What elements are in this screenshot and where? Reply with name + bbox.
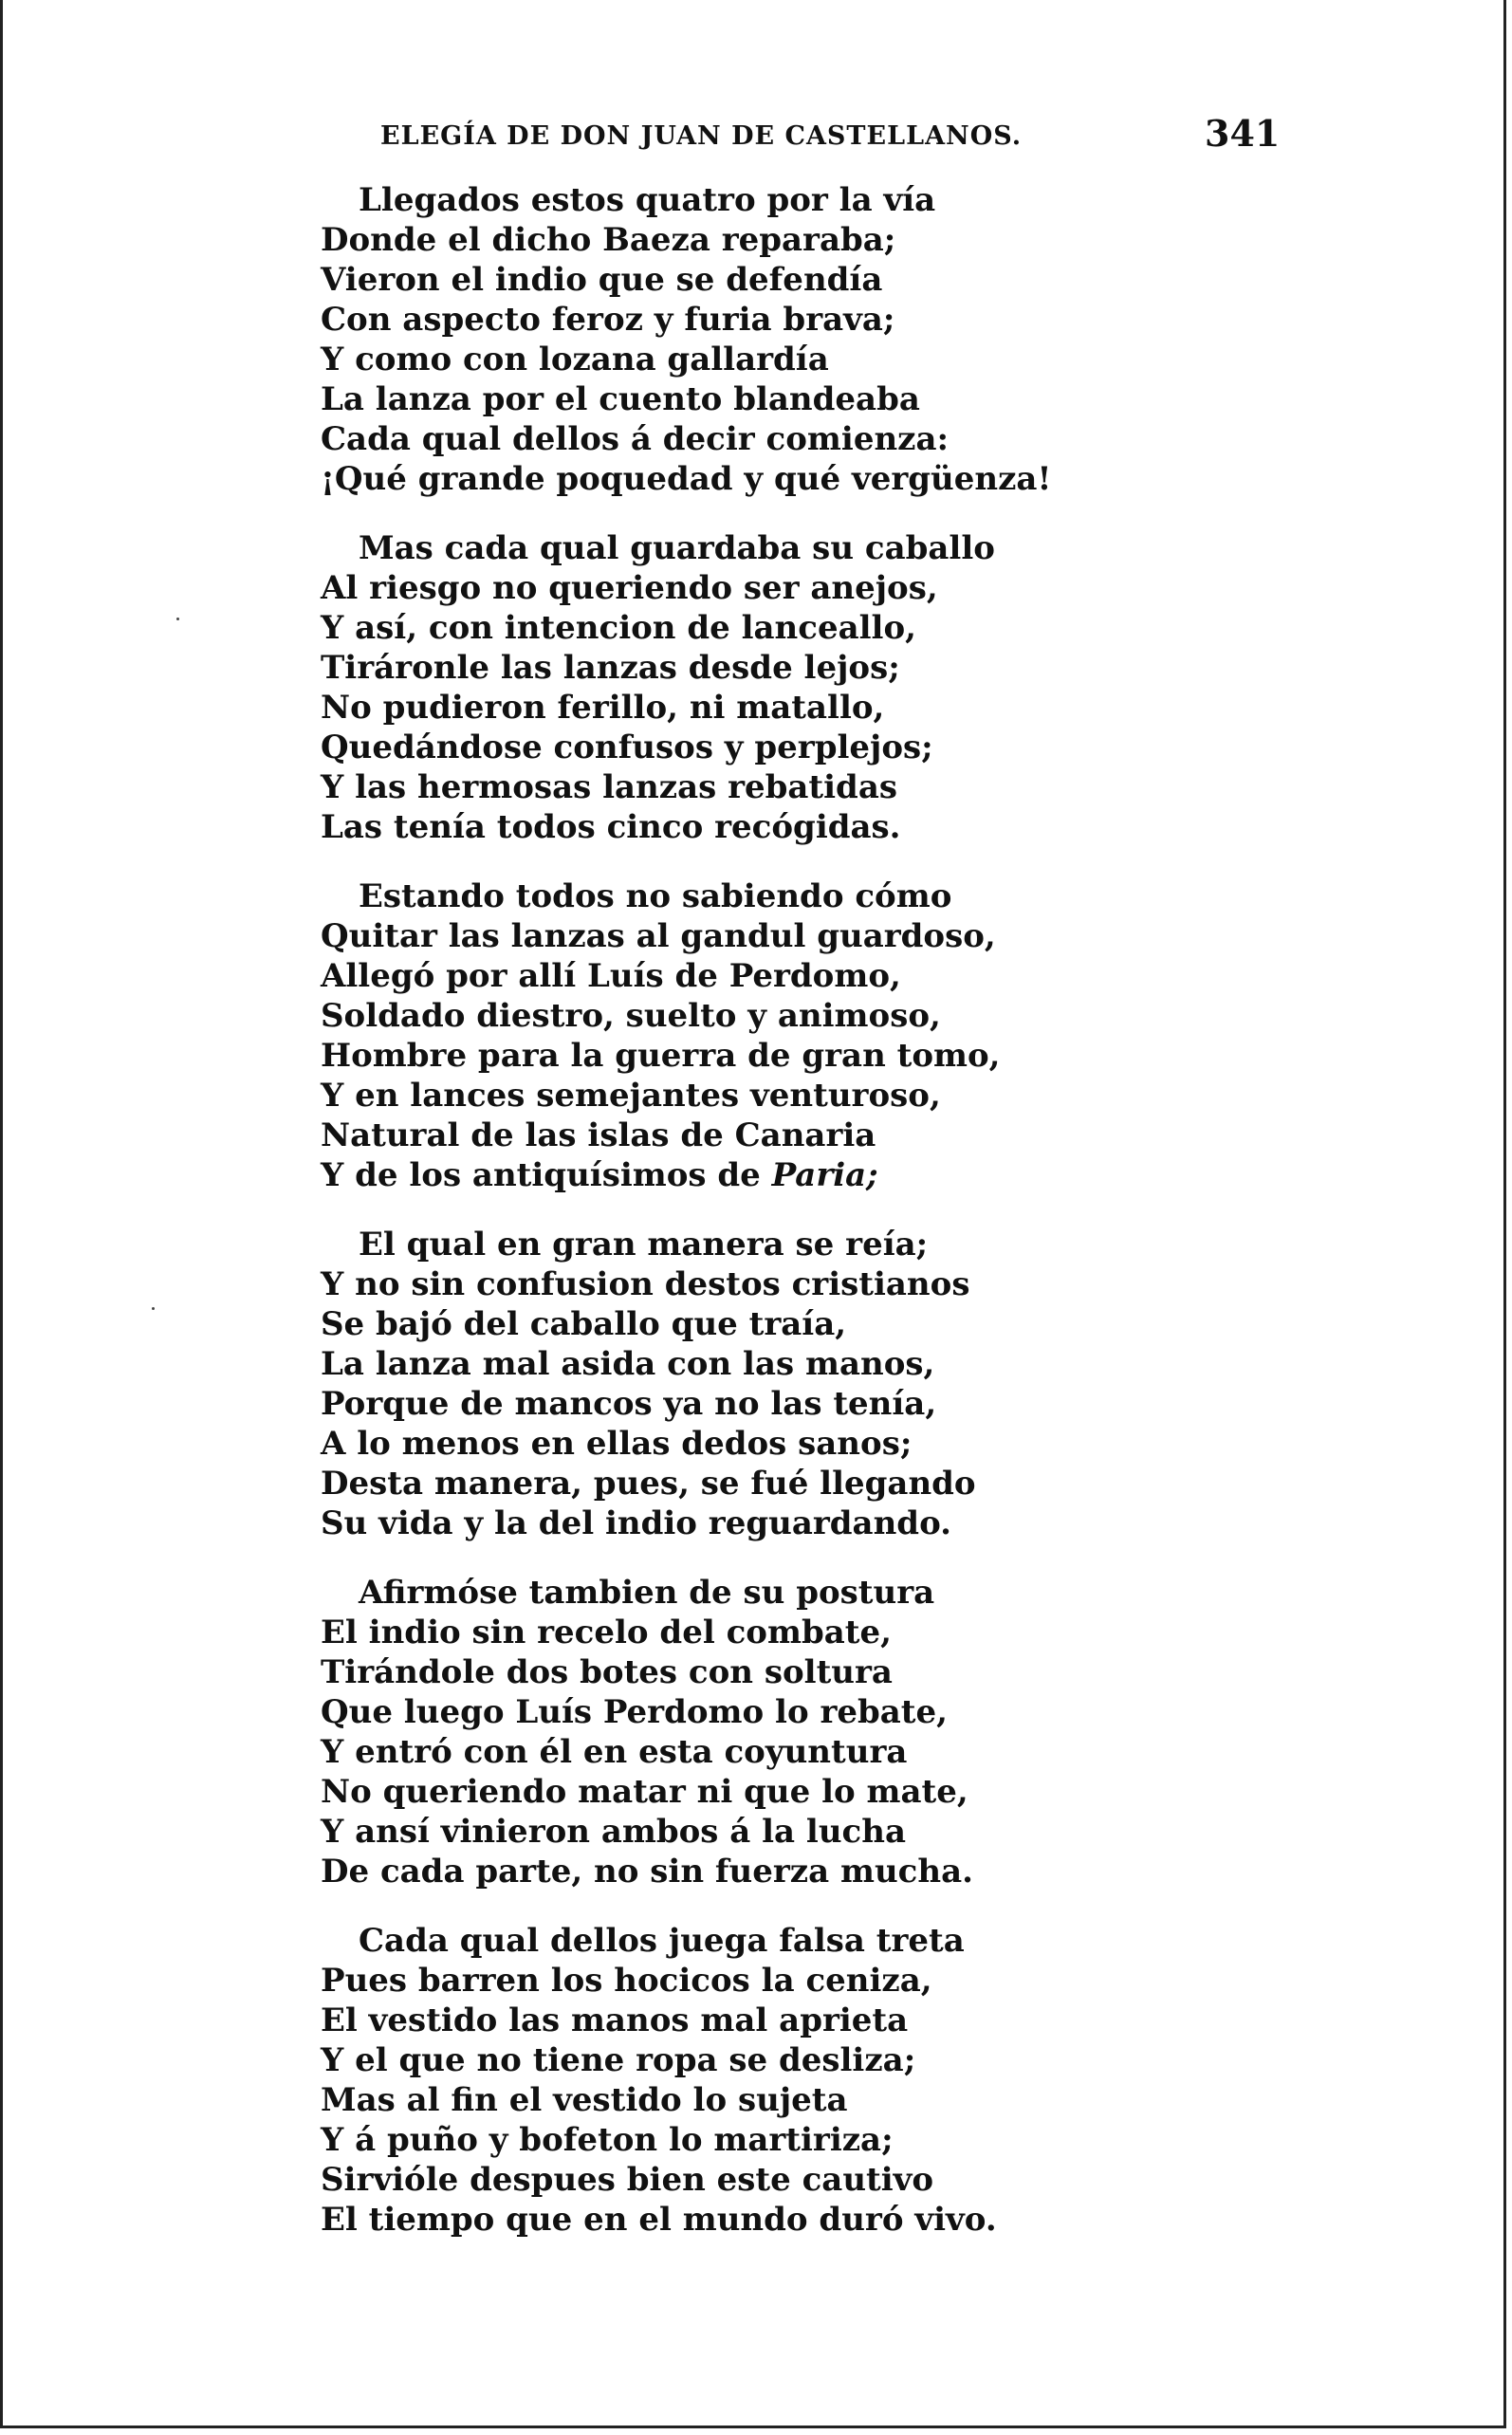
stanza-6 (321, 1921, 1051, 2240)
verse-line: No pudieron ferillo, ni matallo, (321, 689, 885, 727)
verse-line: Cada qual dellos juega falsa treta (359, 1922, 965, 1960)
verse-line: Estando todos no sabiendo cómo (359, 877, 952, 915)
verse-line: Porque de mancos ya no las tenía, (321, 1385, 937, 1423)
verse-line: Llegados estos quatro por la vía (359, 181, 936, 219)
verse-line: El indio sin recelo del combate, (321, 1614, 892, 1651)
verse-line: Y las hermosas lanzas rebatidas (321, 768, 897, 806)
stanza-1 (321, 180, 1051, 499)
stanza-3 (321, 876, 1051, 1195)
margin-speck (176, 618, 179, 620)
verse-line: Y ansí vinieron ambos á la lucha (321, 1813, 907, 1851)
verse-line: ¡Qué grande poquedad y qué vergüenza! (321, 460, 1052, 498)
verse-line: Su vida y la del indio reguardando. (321, 1504, 951, 1542)
verse-line: Allegó por allí Luís de Perdomo, (321, 957, 901, 995)
verse-line: El tiempo que en el mundo duró vivo. (321, 2201, 997, 2239)
verse-line: Pues barren los hocicos la ceniza, (321, 1962, 932, 2000)
verse-line: Soldado diestro, suelto y animoso, (321, 997, 941, 1035)
verse-line: Quitar las lanzas al gandul guardoso, (321, 917, 996, 955)
verse-line: Se bajó del caballo que traía, (321, 1305, 847, 1343)
verse-line: Que luego Luís Perdomo lo rebate, (321, 1693, 948, 1731)
verse-line: La lanza por el cuento blandeaba (321, 380, 920, 418)
stanza-4 (321, 1225, 1051, 1543)
margin-speck (152, 1307, 155, 1310)
verse-line: Tirándole dos botes con soltura (321, 1653, 893, 1691)
verse-line: Sirvióle despues bien este cautivo (321, 2161, 934, 2199)
verse-line: Desta manera, pues, se fué llegando (321, 1465, 976, 1503)
poem-body (321, 180, 1051, 2269)
verse-line (321, 1155, 1051, 1195)
verse-line: Mas al fin el vestido lo sujeta (321, 2081, 848, 2119)
verse-line: Con aspecto feroz y furia brava; (321, 301, 895, 339)
verse-line: Natural de las islas de Canaria (321, 1116, 876, 1154)
verse-line: El qual en gran manera se reía; (359, 1226, 929, 1264)
verse-line: Donde el dicho Baeza reparaba; (321, 221, 896, 259)
verse-line: Afirmóse tambien de su postura (359, 1574, 935, 1612)
verse-line: Al riesgo no queriendo ser anejos, (321, 569, 938, 607)
verse-line: Cada qual dellos á decir comienza: (321, 420, 950, 458)
italic-place-name: Paria; (771, 1156, 878, 1194)
verse-line: A lo menos en ellas dedos sanos; (321, 1425, 913, 1463)
page-number: 341 (1205, 112, 1281, 155)
stanza-5 (321, 1573, 1051, 1891)
verse-line: De cada parte, no sin fuerza mucha. (321, 1853, 973, 1891)
verse-line: Y como con lozana gallardía (321, 341, 829, 378)
verse-line: Y entró con él en esta coyuntura (321, 1733, 908, 1771)
verse-line: No queriendo matar ni que lo mate, (321, 1773, 968, 1811)
verse-line: Las tenía todos cinco recógidas. (321, 808, 901, 846)
running-title: ELEGÍA DE DON JUAN DE CASTELLANOS. (380, 121, 1023, 151)
stanza-2 (321, 528, 1051, 847)
verse-line: Y á puño y bofeton lo martiriza; (321, 2121, 894, 2159)
verse-line: Y en lances semejantes venturoso, (321, 1077, 941, 1115)
verse-line: Quedándose confusos y perplejos; (321, 729, 933, 766)
verse-line: Y el que no tiene ropa se desliza; (321, 2041, 916, 2079)
verse-line: Tiráronle las lanzas desde lejos; (321, 649, 900, 687)
verse-line: Mas cada qual guardaba su caballo (359, 529, 995, 567)
verse-line: La lanza mal asida con las manos, (321, 1345, 935, 1383)
verse-line: Hombre para la guerra de gran tomo, (321, 1037, 1001, 1075)
verse-line: Y así, con intencion de lanceallo, (321, 609, 916, 647)
verse-line-text: Y de los antiquísimos de (321, 1156, 772, 1194)
verse-line: El vestido las manos mal aprieta (321, 2001, 909, 2039)
verse-line: Vieron el indio que se defendía (321, 261, 883, 299)
verse-line: Y no sin confusion destos cristianos (321, 1265, 970, 1303)
